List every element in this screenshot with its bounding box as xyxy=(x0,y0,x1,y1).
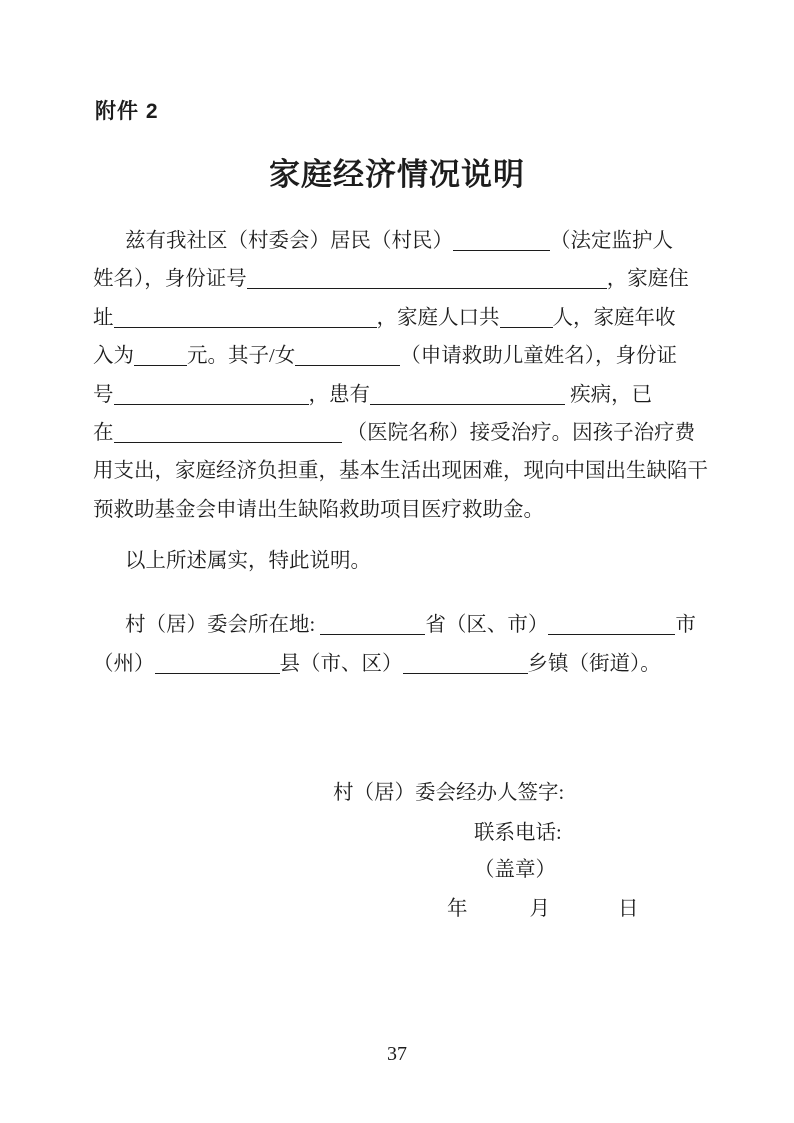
doc-text: （医院名称）接受治疗。因孩子治疗费 xyxy=(341,421,696,444)
doc-line xyxy=(93,260,733,298)
province-blank xyxy=(320,634,425,635)
doc-text: 在 xyxy=(93,421,114,444)
doc-text: 预救助基金会申请出生缺陷救助项目医疗救助金。 xyxy=(93,498,544,521)
doc-text: 省（区、市） xyxy=(425,614,549,636)
date-year-label: 年 xyxy=(447,898,468,920)
date-line xyxy=(447,896,639,922)
doc-line xyxy=(93,376,733,414)
contact-phone-label: 联系电话: xyxy=(474,822,562,844)
doc-text: 姓名），身份证号 xyxy=(93,268,247,291)
guardian-id-number-blank xyxy=(247,288,607,289)
statement-paragraph xyxy=(93,548,733,574)
child-id-number-blank xyxy=(114,404,309,405)
committee-location-paragraph xyxy=(93,606,733,684)
doc-text: 号 xyxy=(93,383,114,406)
doc-text: 乡镇（街道）。 xyxy=(527,653,661,675)
doc-text: 址 xyxy=(93,306,114,329)
official-seal-label: （盖章） xyxy=(474,859,556,881)
page-number: 37 xyxy=(387,1043,407,1065)
doc-text: （申请救助儿童姓名），身份证 xyxy=(400,345,677,368)
doc-text: 用支出，家庭经济负担重，基本生活出现困难，现向中国出生缺陷干 xyxy=(93,460,708,483)
doc-line xyxy=(93,452,733,490)
doc-text: 入为 xyxy=(93,345,134,368)
doc-line xyxy=(93,222,733,260)
doc-text: 县（市、区） xyxy=(279,653,403,675)
date-month-label: 月 xyxy=(529,898,550,920)
doc-text: 元。其子/女 xyxy=(187,345,296,368)
statement-text: 以上所述属实，特此说明。 xyxy=(125,550,371,572)
child-name-blank xyxy=(295,365,400,366)
handler-signature-label: 村（居）委会经办人签字: xyxy=(333,782,565,804)
doc-text: 兹有我社区（村委会）居民（村民） xyxy=(125,230,453,252)
doc-line xyxy=(93,606,733,645)
hospital-name-blank xyxy=(114,442,342,443)
doc-text: 市 xyxy=(675,614,696,636)
doc-text: ，患有 xyxy=(308,383,370,406)
main-paragraph xyxy=(93,222,733,529)
doc-text: （法定监护人 xyxy=(550,230,673,252)
attachment-label: 附件 2 xyxy=(95,100,159,123)
doc-line xyxy=(93,414,733,452)
doc-text: （州） xyxy=(93,653,155,675)
doc-line xyxy=(93,645,733,684)
doc-line xyxy=(93,299,733,337)
doc-text: ，家庭住 xyxy=(606,268,689,291)
guardian-name-blank xyxy=(453,250,550,251)
doc-text: 村（居）委会所在地: xyxy=(125,614,321,636)
doc-text: ，家庭人口共 xyxy=(376,306,500,329)
annual-income-blank xyxy=(134,365,187,366)
doc-text: 人，家庭年收 xyxy=(552,306,676,329)
home-address-blank xyxy=(114,327,377,328)
date-day-label: 日 xyxy=(618,898,639,920)
city-blank xyxy=(548,634,675,635)
disease-name-blank xyxy=(370,404,565,405)
county-blank xyxy=(155,673,280,674)
doc-line xyxy=(93,491,733,529)
family-size-blank xyxy=(500,327,553,328)
document-title: 家庭经济情况说明 xyxy=(269,157,525,192)
doc-text: 疾病，已 xyxy=(565,383,653,406)
doc-line xyxy=(93,337,733,375)
township-blank xyxy=(403,673,528,674)
